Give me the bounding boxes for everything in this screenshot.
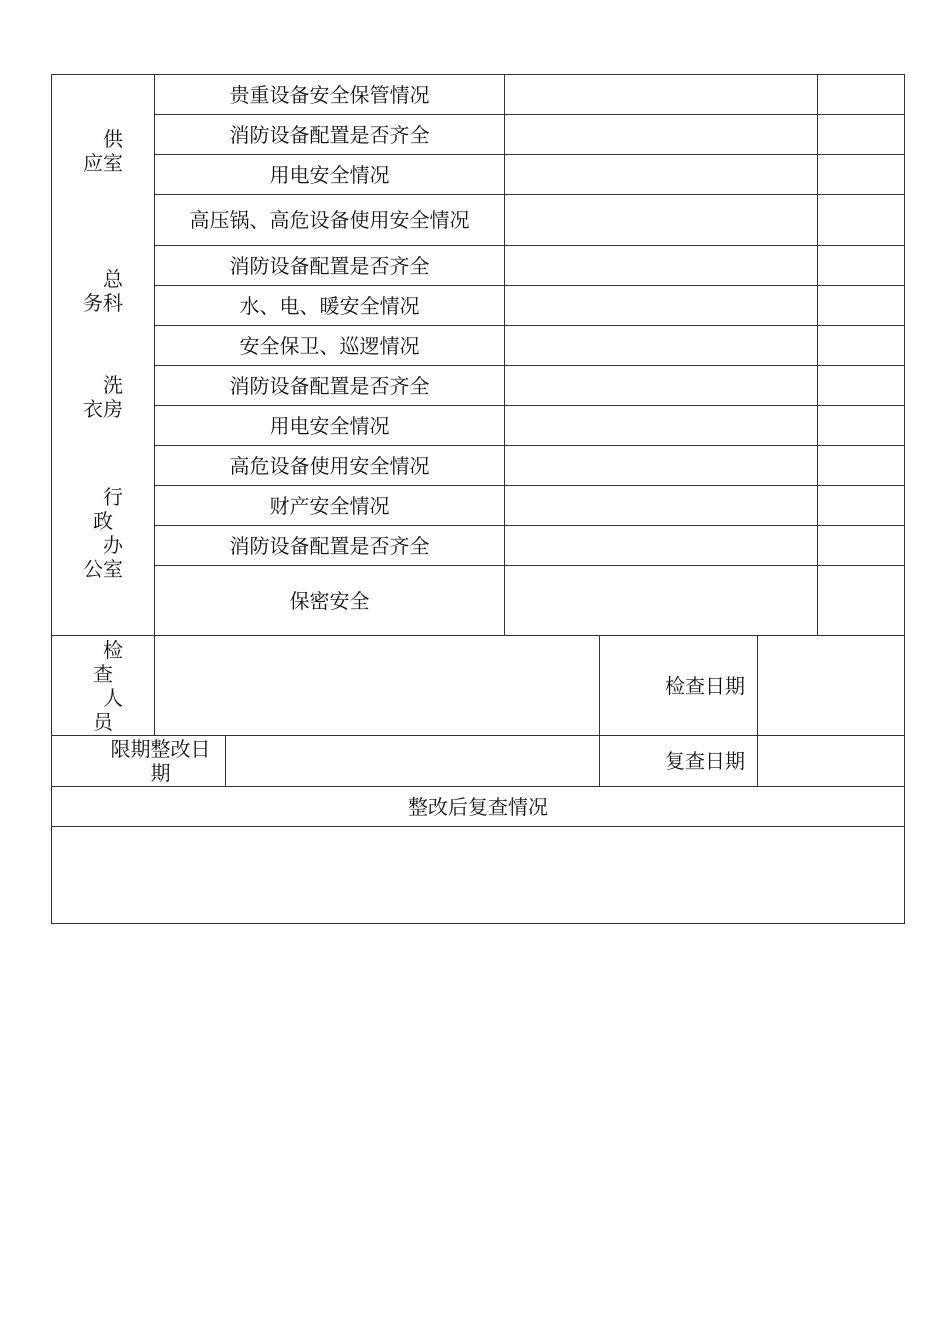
item-row xyxy=(52,75,905,115)
item-label: 用电安全情况 xyxy=(155,155,505,195)
dept-laundry: 洗 衣房 xyxy=(83,373,123,421)
item-label: 水、电、暖安全情况 xyxy=(155,286,505,326)
item-note-cell[interactable] xyxy=(818,246,905,286)
inspection-footer-table xyxy=(51,635,905,924)
item-row xyxy=(52,115,905,155)
item-row xyxy=(52,486,905,526)
deadline-row xyxy=(52,736,905,787)
dept-column xyxy=(52,75,155,636)
item-result-cell[interactable] xyxy=(505,155,818,195)
item-row xyxy=(52,195,905,246)
inspector-row xyxy=(52,636,905,736)
item-result-cell[interactable] xyxy=(505,286,818,326)
item-label: 消防设备配置是否齐全 xyxy=(155,366,505,406)
deadline-field[interactable] xyxy=(226,736,600,787)
item-note-cell[interactable] xyxy=(818,366,905,406)
recheck-content-row xyxy=(52,827,905,924)
item-note-cell[interactable] xyxy=(818,486,905,526)
item-result-cell[interactable] xyxy=(505,446,818,486)
dept-admin-office: 行 政 办 公室 xyxy=(83,485,123,581)
recheck-date-field[interactable] xyxy=(758,736,905,787)
item-row xyxy=(52,286,905,326)
item-note-cell[interactable] xyxy=(818,155,905,195)
item-result-cell[interactable] xyxy=(505,366,818,406)
item-label: 用电安全情况 xyxy=(155,406,505,446)
item-label: 消防设备配置是否齐全 xyxy=(155,115,505,155)
item-label: 贵重设备安全保管情况 xyxy=(155,75,505,115)
item-label: 高危设备使用安全情况 xyxy=(155,446,505,486)
item-note-cell[interactable] xyxy=(818,406,905,446)
item-result-cell[interactable] xyxy=(505,566,818,636)
item-note-cell[interactable] xyxy=(818,195,905,246)
item-note-cell[interactable] xyxy=(818,75,905,115)
item-label: 消防设备配置是否齐全 xyxy=(155,526,505,566)
recheck-header-row xyxy=(52,787,905,827)
inspector-field[interactable] xyxy=(155,636,600,736)
deadline-label: 限期整改日期 xyxy=(52,736,226,787)
inspector-label: 检 查 人 员 xyxy=(52,636,155,736)
item-note-cell[interactable] xyxy=(818,326,905,366)
check-date-label: 检查日期 xyxy=(600,636,758,736)
item-row xyxy=(52,366,905,406)
item-label: 高压锅、高危设备使用安全情况 xyxy=(155,195,505,246)
item-note-cell[interactable] xyxy=(818,566,905,636)
recheck-status-field[interactable] xyxy=(52,827,905,924)
item-row xyxy=(52,246,905,286)
item-result-cell[interactable] xyxy=(505,115,818,155)
item-note-cell[interactable] xyxy=(818,526,905,566)
check-date-field[interactable] xyxy=(758,636,905,736)
item-note-cell[interactable] xyxy=(818,446,905,486)
item-row xyxy=(52,566,905,636)
item-row xyxy=(52,326,905,366)
item-row xyxy=(52,446,905,486)
dept-supply-room: 供 应室 xyxy=(83,127,123,175)
item-row xyxy=(52,155,905,195)
item-label: 消防设备配置是否齐全 xyxy=(155,246,505,286)
item-result-cell[interactable] xyxy=(505,486,818,526)
item-result-cell[interactable] xyxy=(505,195,818,246)
item-row xyxy=(52,406,905,446)
item-label: 保密安全 xyxy=(155,566,505,636)
dept-general-affairs: 总 务科 xyxy=(83,267,123,315)
recheck-date-label: 复查日期 xyxy=(600,736,758,787)
item-note-cell[interactable] xyxy=(818,286,905,326)
item-result-cell[interactable] xyxy=(505,406,818,446)
item-result-cell[interactable] xyxy=(505,246,818,286)
item-row xyxy=(52,526,905,566)
item-label: 财产安全情况 xyxy=(155,486,505,526)
item-result-cell[interactable] xyxy=(505,326,818,366)
item-label: 安全保卫、巡逻情况 xyxy=(155,326,505,366)
item-result-cell[interactable] xyxy=(505,75,818,115)
safety-inspection-form xyxy=(51,74,904,924)
item-note-cell[interactable] xyxy=(818,115,905,155)
item-result-cell[interactable] xyxy=(505,526,818,566)
inspection-items-table xyxy=(51,74,905,636)
recheck-status-label: 整改后复查情况 xyxy=(52,787,905,827)
